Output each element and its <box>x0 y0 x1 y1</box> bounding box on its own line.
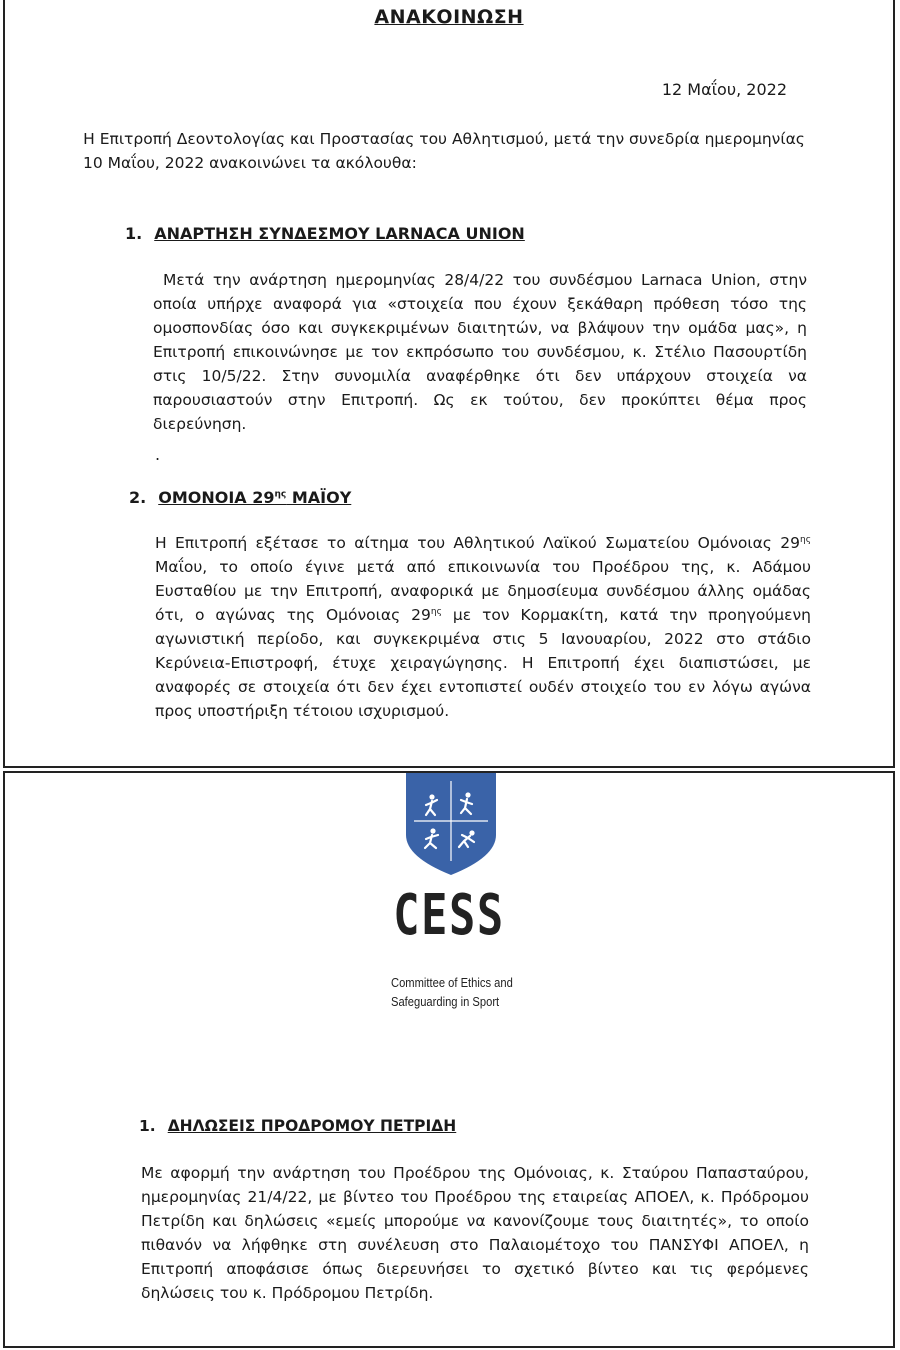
page-2-section-1-number: 1. <box>139 1117 156 1135</box>
section-2-title <box>158 488 351 507</box>
section-2-text-3: με τον Κορμακίτη, κατά την προηγούμενη αγωνιστική περίοδο, και συγκεκριμένα στις 5 Ιανουαρίου, 2022 στο στάδιο Κερύνεια-Επιστροφή, έτυχε χειραγώγησης. Η Επιτροπή έχει διαπιστώσει, με αναφορές σε στοιχεία ότι δεν έχει εντοπιστεί ουδέν στοιχείο του εν λόγω αγώνα προς υποστήριξη τέτοιου ισχυρισμού. <box>155 606 811 720</box>
section-2-number: 2. <box>129 488 147 507</box>
cess-wordmark: CESS <box>393 883 505 948</box>
section-2-sup-1: ης <box>800 534 811 545</box>
page-2-section-1-paragraph: Με αφορμή την ανάρτηση του Προέδρου της Ομόνοιας, κ. Σταύρου Παπασταύρου, ημερομηνίας 21/4/22, με βίντεο του Προέδρου της εταιρείας ΑΠΟΕΛ, κ. Πρόδρομου Πετρίδη και δηλώσεις «εμείς μπορούμε να κανονίζουμε τους διαιτητές», το οποίο πιθανόν να λήφθηκε στη συνέλευση στο Παλαιομέτοχο του ΠΑΝΣΥΦΙ ΑΠΟΕΛ, η Επιτροπή αποφάσισε όπως διερευνήσει το σχετικό βίντεο και τις φερόμενες δηλώσεις του κ. Πρόδρομου Πετρίδη. <box>141 1164 809 1302</box>
section-2-title-b: ΜΑΪΟΥ <box>286 488 352 507</box>
section-2-heading <box>129 488 351 507</box>
page-2-section-1-title: ΔΗΛΩΣΕΙΣ ΠΡΟΔΡΟΜΟΥ ΠΕΤΡΙΔΗ <box>167 1117 457 1135</box>
section-2-title-a: ΟΜΟΝΟΙΑ 29 <box>158 488 275 507</box>
section-2-text-1: Η Επιτροπή εξέτασε το αίτημα του Αθλητικού Λαϊκού Σωματείου Ομόνοιας 29 <box>155 534 800 552</box>
document-title: ΑΝΑΚΟΙΝΩΣΗ <box>374 6 524 28</box>
document-date: 12 Μαΐου, 2022 <box>661 80 787 99</box>
section-2-title-sup: ης <box>274 489 287 500</box>
cess-logo <box>5 773 893 1013</box>
cess-subtitle-line-2: Safeguarding in Sport <box>391 994 500 1009</box>
section-2-sup-2: ης <box>430 606 442 617</box>
document-page-2 <box>3 771 895 1348</box>
section-2-paragraph <box>155 531 811 723</box>
cess-subtitle-line-1: Committee of Ethics and <box>391 975 513 990</box>
cess-subtitle <box>391 973 513 1011</box>
section-1-paragraph: Μετά την ανάρτηση ημερομηνίας 28/4/22 του συνδέσμου Larnaca Union, στην οποία υπήρχε αναφορά για «στοιχεία που έχουν ξεκάθαρη πρόθεση τόσο της ομοσπονδίας όσο και συγκεκριμένων διαιτητών, να βλάψουν την ομάδα μας», η Επιτροπή επικοινώνησε με τον εκπρόσωπο του συνδέσμου, κ. Στέλιο Πασουρτίδη στις 10/5/22. Στην συνομιλία αναφέρθηκε ότι δεν υπάρχουν στοιχεία να παρουσιαστούν στην Επιτροπή. Ως εκ τούτου, δεν προκύπτει θέμα προς διερεύνηση. <box>153 271 807 433</box>
intro-paragraph: Η Επιτροπή Δεοντολογίας και Προστασίας του Αθλητισμού, μετά την συνεδρία ημερομηνίας 10 Μαΐου, 2022 ανακοινώνει τα ακόλουθα: <box>83 130 805 172</box>
section-2-text-2: Μαΐου, το οποίο έγινε μετά από επικοινωνία του Προέδρου της, κ. Αδάμου Ευσταθίου με την Επιτροπή, αναφορικά με δημοσίευμα συνδέσμου άλλης ομάδας ότι, ο αγώνας της Ομόνοιας 29 <box>155 558 811 624</box>
section-1-number: 1. <box>125 224 143 243</box>
document-page-1 <box>3 0 895 768</box>
stray-dot: . <box>155 445 161 464</box>
section-1-title: ΑΝΑΡΤΗΣΗ ΣΥΝΔΕΣΜΟΥ LARNACA UNION <box>154 224 525 243</box>
shield-logo-icon <box>402 773 500 875</box>
page-2-section-1-heading <box>139 1117 456 1135</box>
section-1-heading <box>125 224 525 243</box>
